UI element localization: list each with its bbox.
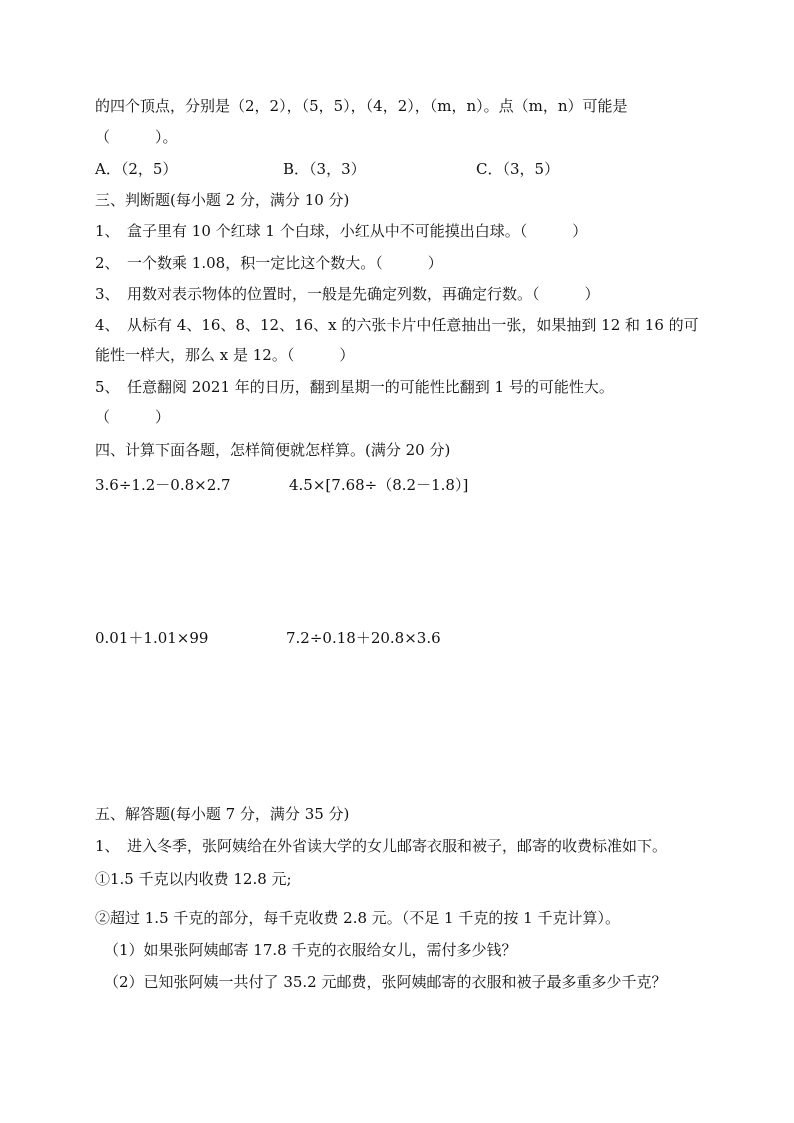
word-problem-1: 1、 进入冬季，张阿姨给在外省读大学的女儿邮寄衣服和被子，邮寄的收费标准如下。: [95, 837, 668, 855]
calc-expression-2: 4.5×[7.68÷（8.2－1.8）]: [289, 476, 469, 494]
question-continuation-line-1: 的四个顶点，分别是（2，2），（5，5），（4，2），（m，n）。点（m，n）可能是: [95, 97, 628, 115]
option-c: C．（3，5）: [476, 160, 560, 178]
fee-rule-2: ②超过 1.5 千克的部分，每千克收费 2.8 元。（不足 1 千克的按 1 千克计算）。: [95, 909, 620, 927]
sub-question-1: （1）如果张阿姨邮寄 17.8 千克的衣服给女儿，需付多少钱？: [104, 941, 517, 959]
sub-question-2: （2）已知张阿姨一共付了 35.2 元邮费，张阿姨邮寄的衣服和被子最多重多少千克？: [104, 973, 667, 991]
judgement-item-4-continued: 能性一样大，那么 x 是 12。（ ）: [95, 346, 355, 364]
judgement-item-5-blank: （ ）: [95, 408, 171, 426]
section3-heading: 三、判断题(每小题 2 分，满分 10 分): [95, 191, 350, 209]
judgement-item-4: 4、 从标有 4、16、8、12、16、x 的六张卡片中任意抽出一张，如果抽到 12 和 16 的可: [95, 316, 699, 334]
calc-expression-4: 7.2÷0.18＋20.8×3.6: [286, 629, 441, 647]
judgement-item-1: 1、 盒子里有 10 个红球 1 个白球，小红从中不可能摸出白球。（ ）: [95, 222, 588, 240]
option-a: A．（2，5）: [95, 160, 178, 178]
calc-expression-3: 0.01＋1.01×99: [95, 629, 209, 647]
fee-rule-1: ①1.5 千克以内收费 12.8 元;: [95, 870, 292, 888]
judgement-item-5: 5、 任意翻阅 2021 年的日历，翻到星期一的可能性比翻到 1 号的可能性大。: [95, 378, 614, 396]
judgement-item-3: 3、 用数对表示物体的位置时，一般是先确定列数，再确定行数。（ ）: [95, 285, 600, 303]
section5-heading: 五、解答题(每小题 7 分，满分 35 分): [95, 805, 350, 823]
calc-expression-1: 3.6÷1.2－0.8×2.7: [95, 476, 231, 494]
question-continuation-line-2: （ ）。: [95, 128, 178, 146]
section4-heading: 四、计算下面各题，怎样简便就怎样算。(满分 20 分): [95, 441, 451, 459]
option-b: B．（3，3）: [283, 160, 366, 178]
judgement-item-2: 2、 一个数乘 1.08，积一定比这个数大。（ ）: [95, 254, 443, 272]
